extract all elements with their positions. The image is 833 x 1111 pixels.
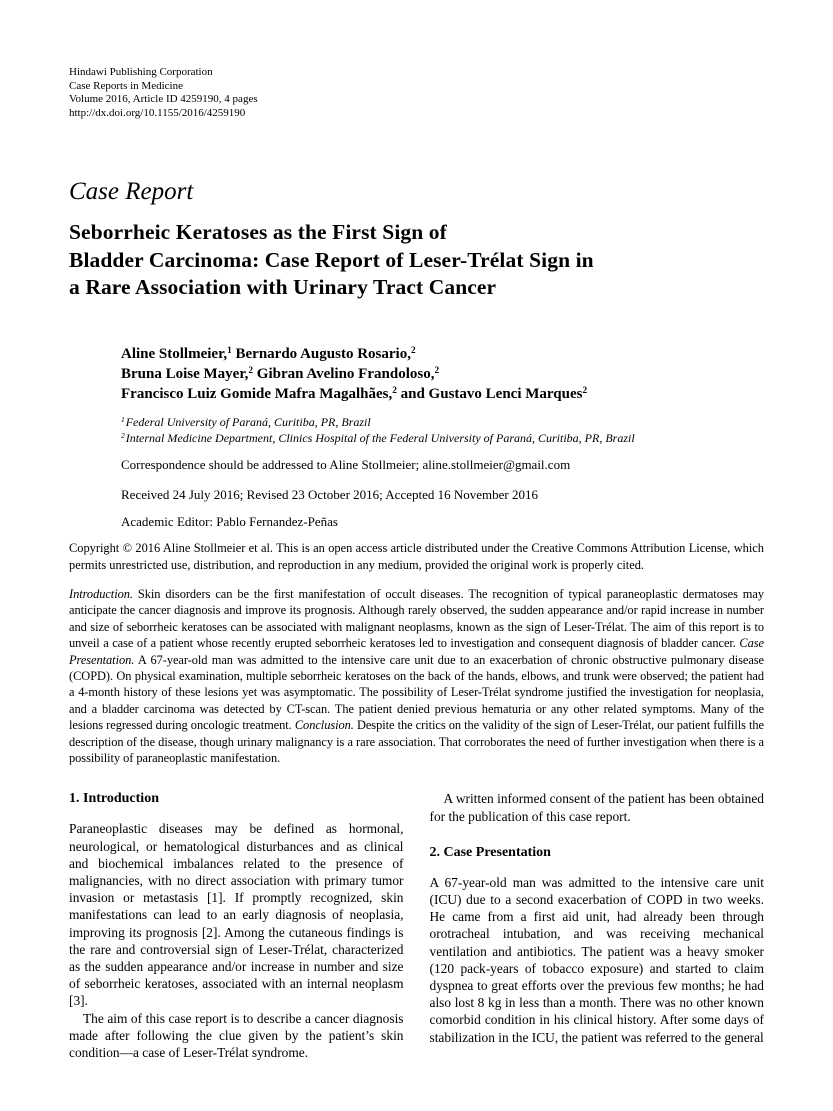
volume-info: Volume 2016, Article ID 4259190, 4 pages xyxy=(69,93,258,105)
author-line xyxy=(121,384,764,404)
author-name: Bruna Loise Mayer, xyxy=(121,365,249,382)
affiliation-number: 1 xyxy=(121,415,125,425)
abstract xyxy=(69,586,764,766)
affiliations-block xyxy=(121,414,764,446)
journal-name: Case Reports in Medicine xyxy=(69,79,183,92)
author-affiliation-ref: 1 xyxy=(227,346,232,357)
publisher-name: Hindawi Publishing Corporation xyxy=(69,66,213,78)
consent-paragraph: A written informed consent of the patient has been obtained for the publication of this case report. xyxy=(429,791,764,824)
paper-title xyxy=(69,219,764,302)
section-heading-case-presentation: 2. Case Presentation xyxy=(429,844,551,860)
correspondence-text: Correspondence should be addressed to Aline Stollmeier; xyxy=(121,456,423,472)
author-name: and Gustavo Lenci Marques xyxy=(396,385,583,402)
affiliation-number: 2 xyxy=(121,431,125,441)
author-name: Bernardo Augusto Rosario, xyxy=(231,345,411,362)
author-line xyxy=(121,344,764,364)
academic-editor: Academic Editor: Pablo Fernandez-Peñas xyxy=(121,513,338,529)
body-columns xyxy=(69,790,764,1061)
introduction-paragraph-2: The aim of this case report is to describe a cancer diagnosis made after following the clue given by the patient’s skin condition—a case of Leser-Trélat syndrome. xyxy=(69,1010,404,1060)
correspondence-line xyxy=(121,456,764,473)
section-heading-introduction: 1. Introduction xyxy=(69,791,159,807)
authors-block xyxy=(121,344,764,404)
author-affiliation-ref: 2 xyxy=(582,386,588,397)
case-presentation-paragraph-1: A 67-year-old man was admitted to the intensive care unit (ICU) due to a second exacerbation of COPD in two weeks. He came from a first aid unit, had already been through orotracheal intubation, and was receiving mechanical ventilation and antibiotics. The patient was a heavy smoker (120 pack-years of tobacco exposure) and started to claim dyspnea to great efforts over the previous few months; he had also lost 8 kg in less than a month. There was no other known comorbid condition in his clinical history. After some days of stabilization in the ICU, the patient was referred to the general xyxy=(429,874,764,1045)
author-affiliation-ref: 2 xyxy=(434,366,440,377)
publisher-block xyxy=(69,66,764,120)
article-type-label: Case Report xyxy=(69,178,194,205)
article-history: Received 24 July 2016; Revised 23 October 2016; Accepted 16 November 2016 xyxy=(121,486,538,502)
correspondence-email[interactable]: aline.stollmeier@gmail.com xyxy=(422,456,571,472)
abstract-introduction-text: Skin disorders can be the first manifestation of occult diseases. The recognition of typical paraneoplastic dermatoses may anticipate the cancer diagnosis and improve its prognosis. Although rarely observed, the sudden appearance and/or rapid increase in number and size of seborrheic keratoses can be associated with malignant neoplasms, known as the sign of Leser-Trélat. The aim of this report is to unveil a case of a patient whose recently erupted seborrheic keratoses led to investigation and consequent diagnosis of bladder cancer. xyxy=(69,586,764,651)
affiliation-line xyxy=(121,430,764,446)
right-column xyxy=(430,790,765,1061)
abstract-case-presentation-label: Case Presentation. xyxy=(69,636,764,667)
author-line xyxy=(121,364,764,384)
author-name: Francisco Luiz Gomide Mafra Magalhães, xyxy=(121,385,393,402)
affiliation-line xyxy=(121,414,764,430)
copyright-notice: Copyright © 2016 Aline Stollmeier et al. This is an open access article distributed under the Creative Commons Attribution License, which permits unrestricted use, distribution, and reproduction in any medium, provided the original work is properly cited. xyxy=(69,540,764,572)
left-column xyxy=(69,790,404,1061)
author-affiliation-ref: 2 xyxy=(248,366,254,377)
affiliation-text: Federal University of Paraná, Curitiba, PR, Brazil xyxy=(125,414,371,429)
title-line-3: a Rare Association with Urinary Tract Cancer xyxy=(69,275,497,299)
affiliation-text: Internal Medicine Department, Clinics Hospital of the Federal University of Paraná, Curitiba, PR, Brazil xyxy=(125,430,635,445)
title-line-2: Bladder Carcinoma: Case Report of Leser-Trélat Sign in xyxy=(69,247,594,272)
author-name: Aline Stollmeier, xyxy=(121,345,228,362)
abstract-introduction-label: Introduction. xyxy=(69,586,133,601)
author-affiliation-ref: 2 xyxy=(392,386,397,397)
abstract-conclusion-label: Conclusion. xyxy=(294,718,354,733)
author-name: Gibran Avelino Frandoloso, xyxy=(253,365,435,382)
doi-link[interactable]: http://dx.doi.org/10.1155/2016/4259190 xyxy=(69,106,246,119)
abstract-conclusion-text: Despite the critics on the validity of the sign of Leser-Trélat, our patient fulfills the description of the disease, though urinary malignancy is a rare association. That corroborates the need of further investigation when there is a possibility of paraneoplastic manifestation. xyxy=(69,718,764,765)
author-affiliation-ref: 2 xyxy=(410,346,416,357)
introduction-paragraph-1: Paraneoplastic diseases may be defined as hormonal, neurological, or hematological disturbances and as clinical and biochemical imbalances related to the presence of malignancies, with no direct association with primary tumor invasion or metastasis [1]. If promptly recognized, skin manifestations can lead to an early diagnosis of neoplasia, improving its prognosis [2]. Among the cutaneous findings is the rare and controversial sign of Leser-Trélat, characterized as the sudden appearance and/or increase in number and size of seborrheic keratoses, associated with an internal neoplasm [3]. xyxy=(69,821,404,1009)
abstract-case-presentation-text: A 67-year-old man was admitted to the intensive care unit due to an exacerbation of chronic obstructive pulmonary disease (COPD). On physical examination, multiple seborrheic keratoses on the back of the hands, elbows, and trunk were observed; the patient had a 4-month history of these lesions yet was asymptomatic. The possibility of Leser-Trélat syndrome justified the investigation for neoplasia, and a bladder carcinoma was detected by CT-scan. The patient denied previous hematuria or any other related symptoms. Many of the lesions regressed during oncologic treatment. xyxy=(69,652,764,733)
title-line-1: Seborrheic Keratoses as the First Sign of xyxy=(69,220,447,244)
